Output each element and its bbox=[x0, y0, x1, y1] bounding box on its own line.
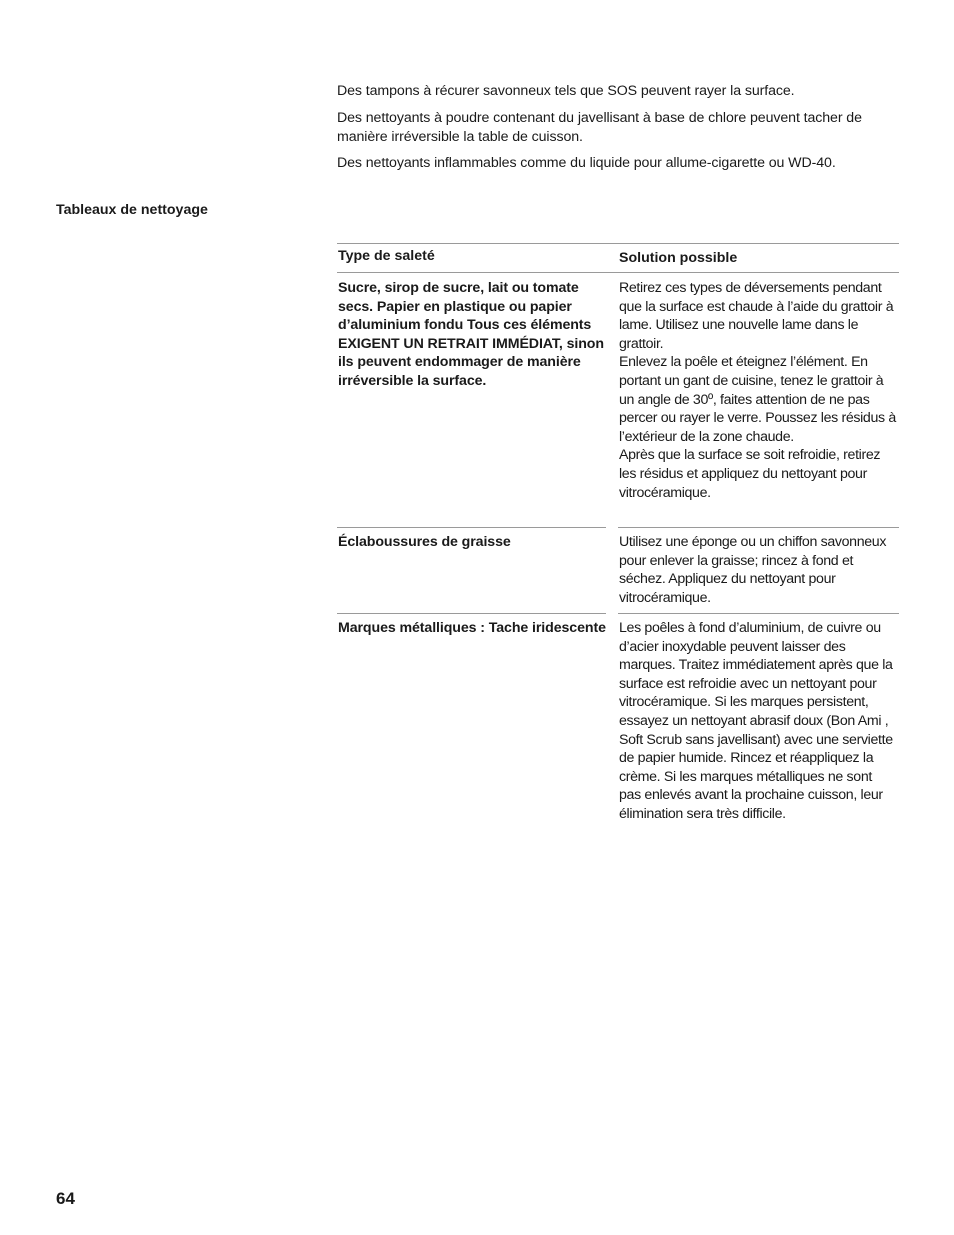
soil-type-cell: Marques métalliques : Tache iridescente bbox=[338, 620, 606, 636]
soil-type-cell: Éclaboussures de graisse bbox=[338, 534, 511, 550]
solution-cell bbox=[619, 533, 897, 607]
row-divider-solution bbox=[618, 527, 899, 528]
solution-paragraph: Utilisez une éponge ou un chiffon savonneux pour enlever la graisse; rincez à fond et séchez. Appliquez du nettoyant pour vitrocéramique. bbox=[619, 534, 887, 606]
intro-item: Des nettoyants à poudre contenant du javellisant à base de chlore peuvent tacher de manière irréversible la table de cuisson. bbox=[337, 110, 862, 145]
column-header-soil: Type de saleté bbox=[338, 248, 435, 264]
solution-paragraph: Retirez ces types de déversements pendant que la surface est chaude à l’aide du grattoir à lame. Utilisez une nouvelle lame dans le grattoir. bbox=[619, 280, 894, 352]
solution-cell bbox=[619, 279, 897, 502]
page-number: 64 bbox=[56, 1189, 75, 1208]
row-divider-solution bbox=[618, 613, 899, 614]
soil-type-cell: Sucre, sirop de sucre, lait ou tomate secs. Papier en plastique ou papier d’aluminium fondu Tous ces éléments EXIGENT UN RETRAIT IMMÉDIAT, sinon ils peuvent endommager de manière irréversible la surface. bbox=[338, 280, 604, 389]
solution-paragraph: Après que la surface se soit refroidie, retirez les résidus et appliquez du nettoyant pour vitrocéramique. bbox=[619, 447, 881, 501]
intro-item: Des tampons à récurer savonneux tels que SOS peuvent rayer la surface. bbox=[337, 83, 795, 99]
intro-item: Des nettoyants inflammables comme du liquide pour allume-cigarette ou WD-40. bbox=[337, 155, 836, 171]
column-header-solution: Solution possible bbox=[619, 250, 738, 266]
solution-cell bbox=[619, 619, 897, 824]
solution-paragraph: Les poêles à fond d’aluminium, de cuivre ou d’acier inoxydable peuvent laisser des marques. Traitez immédiatement après que la surface est refroidie avec un nettoyant pour vitrocéramique. Si les marques persistent, essayez un nettoyant abrasif doux (Bon Ami , Soft Scrub sans javellisant) avec une serviette de papier humide. Rincez et réappliquez la crème. Si les marques métalliques ne sont pas enlevés avant la prochaine cuisson, leur élimination sera très difficile. bbox=[619, 620, 893, 822]
row-divider-soil bbox=[337, 527, 606, 528]
table-header-rule bbox=[337, 272, 899, 273]
table-top-rule bbox=[337, 243, 899, 244]
row-divider-soil bbox=[337, 613, 606, 614]
section-title: Tableaux de nettoyage bbox=[56, 202, 208, 218]
solution-paragraph: Enlevez la poêle et éteignez l’élément. En portant un gant de cuisine, tenez le grattoir à un angle de 30º, faites attention de ne pas percer ou rayer le verre. Poussez les résidus à l’extérieur de la zone chaude. bbox=[619, 354, 896, 445]
